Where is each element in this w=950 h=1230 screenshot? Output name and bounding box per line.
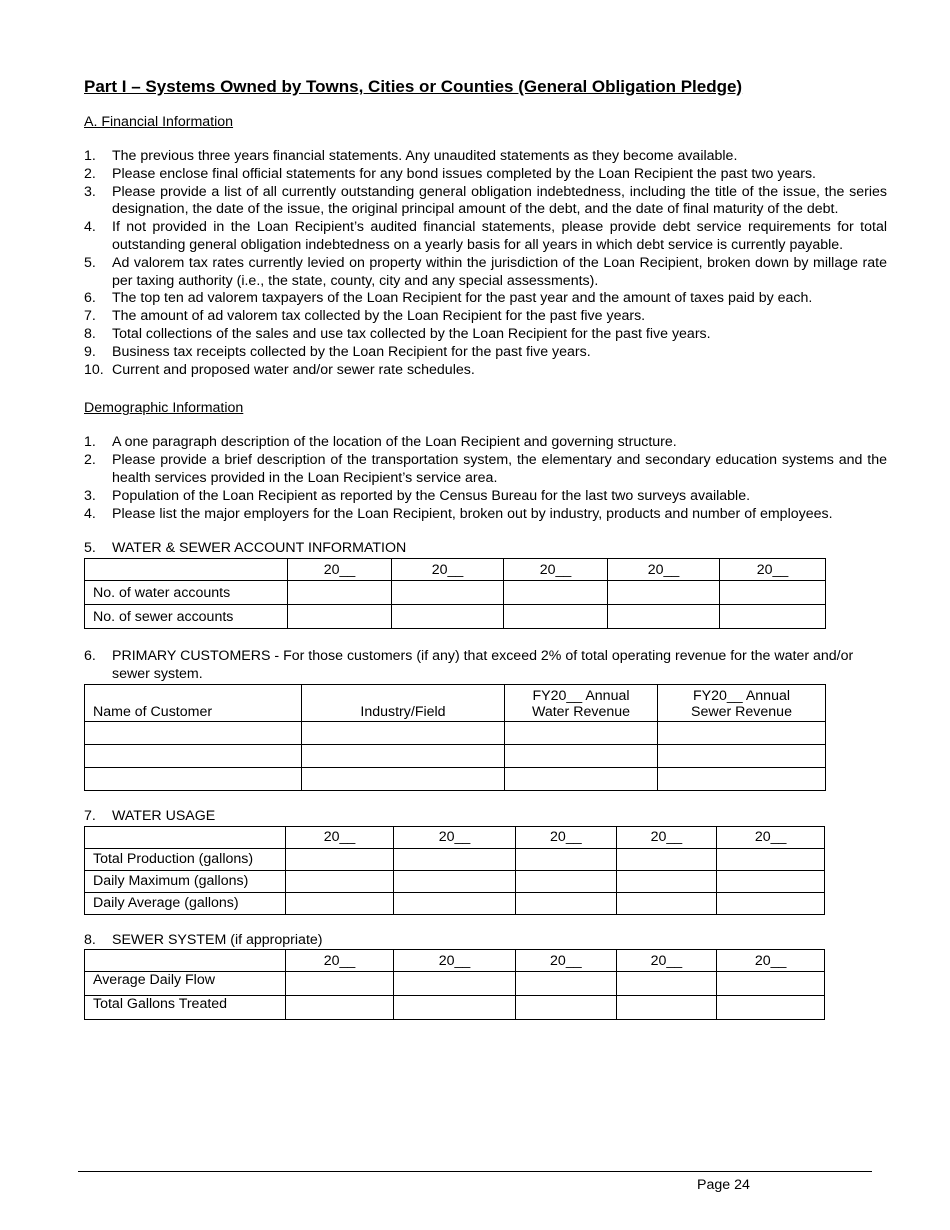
input-cell[interactable] bbox=[717, 892, 825, 914]
year-header: 20__ bbox=[286, 826, 394, 848]
input-cell[interactable] bbox=[286, 996, 394, 1020]
list-item: 4. Please list the major employers for the Loan Recipient, broken out by industry, products and number of employees. bbox=[84, 505, 833, 522]
list-item: 3. Population of the Loan Recipient as reported by the Census Bureau for the last two surveys available. bbox=[84, 487, 751, 504]
column-header-sewer-revenue: FY20__ Annual Sewer Revenue bbox=[658, 684, 826, 721]
input-cell[interactable] bbox=[616, 848, 717, 870]
input-cell[interactable] bbox=[302, 744, 505, 767]
year-header: 20__ bbox=[392, 559, 504, 581]
list-item: 8. Total collections of the sales and use tax collected by the Loan Recipient for the past five years. bbox=[84, 325, 711, 342]
table-row bbox=[85, 848, 825, 870]
list-item: 7. The amount of ad valorem tax collected by the Loan Recipient for the past five years. bbox=[84, 308, 646, 325]
part-title: Part I – Systems Owned by Towns, Cities or Counties (General Obligation Pledge) bbox=[84, 77, 743, 96]
input-cell[interactable] bbox=[717, 870, 825, 892]
table-row bbox=[85, 972, 825, 996]
input-cell[interactable] bbox=[393, 892, 515, 914]
input-cell[interactable] bbox=[505, 767, 658, 790]
table-row bbox=[85, 870, 825, 892]
input-cell[interactable] bbox=[393, 996, 515, 1020]
column-header-industry: Industry/Field bbox=[302, 684, 505, 721]
row-label: Total Production (gallons) bbox=[85, 848, 286, 870]
input-cell[interactable] bbox=[393, 972, 515, 996]
list-item: 9. Business tax receipts collected by the Loan Recipient for the past five years. bbox=[84, 343, 591, 360]
input-cell[interactable] bbox=[286, 972, 394, 996]
input-cell[interactable] bbox=[288, 581, 392, 605]
input-cell[interactable] bbox=[658, 767, 826, 790]
table-row bbox=[85, 996, 825, 1020]
demographic-heading: Demographic Information bbox=[84, 400, 244, 417]
year-header: 20__ bbox=[516, 950, 617, 972]
input-cell[interactable] bbox=[616, 972, 717, 996]
input-cell[interactable] bbox=[516, 972, 617, 996]
list-item: 5. Ad valorem tax rates currently levied on property within the jurisdiction of the Loan Recipient, broken down by millage rate per taxing authority (i.e., the state, county, city and any special assessments). bbox=[84, 254, 887, 289]
year-header: 20__ bbox=[393, 950, 515, 972]
page-number: Page 24 bbox=[697, 1177, 750, 1193]
input-cell[interactable] bbox=[505, 744, 658, 767]
list-item: 2. Please enclose final official statements for any bond issues completed by the Loan Recipient the past two years. bbox=[84, 165, 816, 182]
list-item: 1. The previous three years financial statements. Any unaudited statements as they become available. bbox=[84, 148, 738, 164]
table-header-row bbox=[85, 950, 825, 972]
input-cell[interactable] bbox=[286, 848, 394, 870]
document-page bbox=[84, 76, 887, 1020]
input-cell[interactable] bbox=[608, 581, 720, 605]
input-cell[interactable] bbox=[717, 996, 825, 1020]
year-header: 20__ bbox=[720, 559, 826, 581]
year-header: 20__ bbox=[616, 826, 717, 848]
year-header: 20__ bbox=[608, 559, 720, 581]
customers-table bbox=[84, 684, 826, 791]
year-header: 20__ bbox=[504, 559, 608, 581]
list-item: 6. The top ten ad valorem taxpayers of the Loan Recipient for the past year and the amount of taxes paid by each. bbox=[84, 290, 813, 307]
year-header: 20__ bbox=[717, 826, 825, 848]
row-label: Average Daily Flow bbox=[85, 972, 286, 996]
input-cell[interactable] bbox=[505, 721, 658, 744]
water-usage-table bbox=[84, 826, 825, 915]
year-header: 20__ bbox=[516, 826, 617, 848]
input-cell[interactable] bbox=[717, 972, 825, 996]
table-header-row bbox=[85, 559, 826, 581]
input-cell[interactable] bbox=[616, 892, 717, 914]
year-header: 20__ bbox=[286, 950, 394, 972]
year-header: 20__ bbox=[717, 950, 825, 972]
accounts-title: 5. WATER & SEWER ACCOUNT INFORMATION bbox=[84, 540, 407, 557]
column-header-name: Name of Customer bbox=[85, 684, 302, 721]
table-header-row bbox=[85, 826, 825, 848]
footer-divider bbox=[78, 1171, 872, 1172]
table-row bbox=[85, 605, 826, 629]
table-row bbox=[85, 892, 825, 914]
input-cell[interactable] bbox=[504, 581, 608, 605]
input-cell[interactable] bbox=[516, 848, 617, 870]
customers-title: 6. PRIMARY CUSTOMERS - For those customers (if any) that exceed 2% of total operating revenue for the water and/or sewer system. bbox=[84, 648, 854, 682]
input-cell[interactable] bbox=[286, 892, 394, 914]
table-header-row bbox=[85, 684, 826, 721]
table-cell bbox=[85, 950, 286, 972]
financial-heading: A. Financial Information bbox=[84, 114, 234, 130]
row-label: Total Gallons Treated bbox=[85, 996, 286, 1020]
input-cell[interactable] bbox=[393, 848, 515, 870]
list-item: 1. A one paragraph description of the location of the Loan Recipient and governing structure. bbox=[84, 434, 677, 451]
input-cell[interactable] bbox=[392, 581, 504, 605]
row-label: Daily Average (gallons) bbox=[85, 892, 286, 914]
table-row bbox=[85, 721, 826, 744]
row-label: Daily Maximum (gallons) bbox=[85, 870, 286, 892]
input-cell[interactable] bbox=[608, 605, 720, 629]
input-cell[interactable] bbox=[302, 721, 505, 744]
table-cell bbox=[85, 559, 288, 581]
table-cell bbox=[85, 826, 286, 848]
input-cell[interactable] bbox=[616, 996, 717, 1020]
input-cell[interactable] bbox=[504, 605, 608, 629]
list-item: 2. Please provide a brief description of the transportation system, the elementary and secondary education systems and the health services provided in the Loan Recipient’s service area. bbox=[84, 452, 887, 486]
sewer-table bbox=[84, 949, 825, 1020]
input-cell[interactable] bbox=[393, 870, 515, 892]
input-cell[interactable] bbox=[717, 848, 825, 870]
sewer-title: 8. SEWER SYSTEM (if appropriate) bbox=[84, 931, 323, 948]
input-cell[interactable] bbox=[516, 996, 617, 1020]
input-cell[interactable] bbox=[85, 767, 302, 790]
year-header: 20__ bbox=[288, 559, 392, 581]
list-item: 4. If not provided in the Loan Recipient’s audited financial statements, please provide debt service requirements for total outstanding general obligation indebtedness on a yearly basis for all years in which debt service is currently payable. bbox=[84, 219, 887, 253]
input-cell[interactable] bbox=[302, 767, 505, 790]
input-cell[interactable] bbox=[288, 605, 392, 629]
input-cell[interactable] bbox=[516, 870, 617, 892]
water-usage-title: 7. WATER USAGE bbox=[84, 807, 216, 824]
input-cell[interactable] bbox=[286, 870, 394, 892]
list-item: 3. Please provide a list of all currently outstanding general obligation indebtedness, including the title of the issue, the series designation, the date of the issue, the original principal amount of the debt, and the date of final maturity of the debt. bbox=[84, 183, 887, 218]
input-cell[interactable] bbox=[516, 892, 617, 914]
year-header: 20__ bbox=[616, 950, 717, 972]
accounts-table bbox=[84, 558, 826, 629]
demographic-list bbox=[84, 434, 887, 523]
table-row bbox=[85, 767, 826, 790]
input-cell[interactable] bbox=[720, 581, 826, 605]
table-row bbox=[85, 744, 826, 767]
list-item: 10. Current and proposed water and/or sewer rate schedules. bbox=[84, 361, 475, 378]
input-cell[interactable] bbox=[392, 605, 504, 629]
table-row bbox=[85, 581, 826, 605]
input-cell[interactable] bbox=[85, 721, 302, 744]
input-cell[interactable] bbox=[616, 870, 717, 892]
column-header-water-revenue: FY20__ Annual Water Revenue bbox=[505, 684, 658, 721]
input-cell[interactable] bbox=[85, 744, 302, 767]
row-label: No. of sewer accounts bbox=[85, 605, 288, 629]
input-cell[interactable] bbox=[720, 605, 826, 629]
input-cell[interactable] bbox=[658, 744, 826, 767]
input-cell[interactable] bbox=[658, 721, 826, 744]
year-header: 20__ bbox=[393, 826, 515, 848]
financial-list bbox=[84, 148, 887, 379]
row-label: No. of water accounts bbox=[85, 581, 288, 605]
